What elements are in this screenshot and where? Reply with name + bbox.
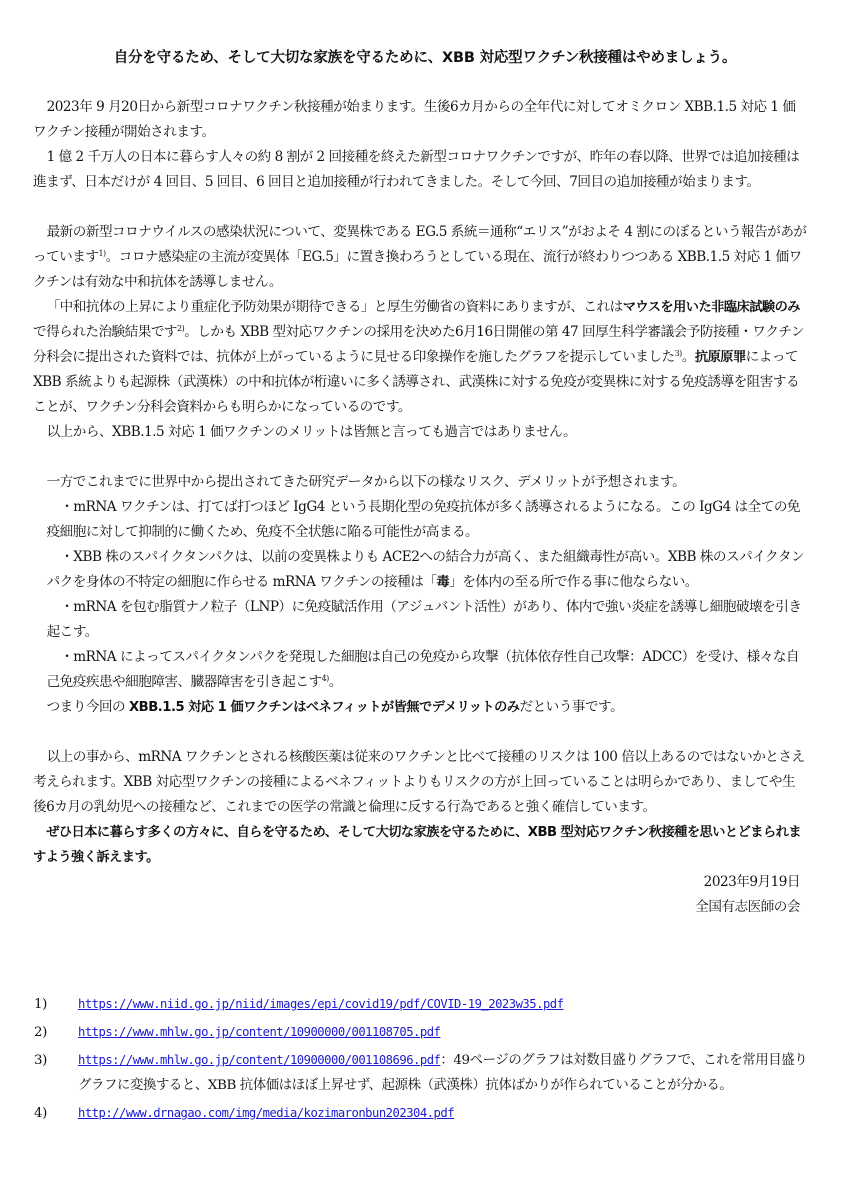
- bold-text: XBB.1.5 対応 1 価ワクチンはベネフィットが皆無でデメリットのみ: [128, 700, 520, 715]
- text-span: で得られた治験結果です: [33, 324, 178, 340]
- text-span: 。: [328, 674, 342, 690]
- bold-text: マウスを用いた非臨床試験のみ: [622, 300, 800, 315]
- reference-body: [78, 992, 814, 1017]
- reference-link[interactable]: https://www.mhlw.go.jp/content/10900000/001108705.pdf: [78, 1025, 441, 1039]
- appeal-paragraph: ぜひ日本に暮らす多くの方々に、自らを守るため、そして大切な家族を守るために、XBB 型対応ワクチン秋接種を思いとどまられますよう強く訴えます。: [33, 825, 802, 865]
- reference-item: [34, 1020, 814, 1045]
- reference-body: [78, 1020, 814, 1045]
- reference-body: [78, 1048, 814, 1098]
- reference-item: [34, 1101, 814, 1126]
- text-span: 最新の新型コロナウイルスの感染状況について、変異株である EG.5 系統＝通称“エリス”がおよそ 4 割にのぼるという報告があがっています: [33, 224, 807, 265]
- text-span: ・mRNA によってスパイクタンパクを発現した細胞は自己の免疫から攻撃（抗体依存性自己攻撃：ADCC）を受け、様々な自己免疫疾患や細胞障害、臓器障害を引き起こす: [46, 649, 800, 690]
- bold-text: 毒: [436, 575, 450, 590]
- reference-number: 4): [34, 1106, 47, 1121]
- references-list: [34, 992, 814, 1129]
- variant-paragraph: [33, 220, 808, 295]
- bold-text: 抗原原罪: [694, 350, 746, 365]
- reference-item: [34, 992, 814, 1017]
- conclusion-paragraph: [33, 695, 808, 720]
- reference-link[interactable]: https://www.niid.go.jp/niid/images/epi/covid19/pdf/COVID-19_2023w35.pdf: [78, 997, 564, 1011]
- reference-note: ：49ページのグラフは対数目盛りグラフで、これを常用目盛りグラフに変換すると、XBB 抗体価はほぼ上昇せず、起源株（武漢株）抗体ばかりが作られていることが分かる。: [78, 1053, 808, 1093]
- text-span: つまり今回の: [46, 699, 129, 715]
- footnote-ref-4: 4): [321, 674, 329, 683]
- text-span: 。しかも XBB 型対応ワクチンの採用を決めた6月16日開催の第 47 回厚生科学審議会予防接種・ワクチン分科会に提出された資料では、抗体が上がっているように見せる印象操作を施したグラフを提示していました: [33, 324, 804, 365]
- text-span: 「中和抗体の上昇により重症化予防効果が期待できる」と厚生労働省の資料にありますが、これは: [46, 299, 623, 315]
- reference-number: 3): [34, 1053, 47, 1068]
- footnote-ref-3: 3): [674, 349, 682, 358]
- reference-item: [34, 1048, 814, 1098]
- text-span: 。コロナ感染症の主流が変異体「EG.5」に置き換わろうとしている現在、流行が終わりつつある XBB.1.5 対応 1 価ワクチンは有効な中和抗体を誘導しません。: [33, 249, 802, 290]
- paragraph-gap: [33, 720, 808, 745]
- risk-bullet-1: ・mRNA ワクチンは、打てば打つほど IgG4 という長期化型の免疫抗体が多く誘導されるようになる。この IgG4 は全ての免疫細胞に対して抑制的に働くため、免疫不全状態に陥る可能性が高まる。: [46, 499, 801, 540]
- text-span: 。: [681, 349, 695, 365]
- risk-lead-paragraph: 一方でこれまでに世界中から提出されてきた研究データから以下の様なリスク、デメリットが予想されます。: [46, 474, 686, 490]
- signature-organization: 全国有志医師の会: [695, 899, 800, 915]
- signature-date: 2023年9月19日: [703, 874, 800, 890]
- text-span: だという事です。: [519, 699, 624, 715]
- risk-bullet-4: [33, 645, 808, 695]
- reference-number: 2): [34, 1025, 47, 1040]
- intro-paragraph-1: 2023年 9 月20日から新型コロナワクチン秋接種が始まります。生後6カ月からの全年代に対してオミクロン XBB.1.5 対応 1 価ワクチン接種が開始されます。: [33, 99, 796, 140]
- paragraph-gap: [33, 445, 808, 470]
- risk-bullet-3: ・mRNA を包む脂質ナノ粒子（LNP）に免疫賦活作用（アジュバント活性）があり、体内で強い炎症を誘導し細胞破壊を引き起こす。: [46, 599, 802, 640]
- text-span: ・XBB 株のスパイクタンパクは、以前の変異株よりも ACE2への結合力が高く、また組織毒性が高い。XBB 株のスパイクタンパクを身体の不特定の細胞に作らせる mRNA ワクチンの接種は「: [46, 549, 805, 590]
- risk-summary-paragraph: 以上の事から、mRNA ワクチンとされる核酸医薬は従来のワクチンと比べて接種のリスクは 100 倍以上あるのではないかとさえ考えられます。XBB 対応型ワクチンの接種によるベネフィットよりもリスクの方が上回っていることは明らかであり、ましてや生後6カ月の乳幼児への接種など、これまでの医学の常識と倫理に反する行為であると強く確信しています。: [33, 749, 805, 815]
- risk-bullet-2: [33, 545, 808, 595]
- document-title: 自分を守るため、そして大切な家族を守るために、XBB 対応型ワクチン秋接種はやめましょう。: [113, 50, 737, 66]
- paragraph-gap: [33, 195, 808, 220]
- text-span: によって XBB 系統よりも起源株（武漢株）の中和抗体が桁違いに多く誘導され、武漢株に対する免疫が変異株に対する免疫誘導を阻害することが、ワクチン分科会資料からも明らかになっているのです。: [33, 349, 800, 415]
- reference-link[interactable]: https://www.mhlw.go.jp/content/10900000/001108696.pdf: [78, 1053, 441, 1067]
- document-body: [33, 95, 808, 920]
- antibody-paragraph: [33, 295, 808, 420]
- footnote-ref-1: 1): [98, 249, 106, 258]
- intro-paragraph-2: 1 億 2 千万人の日本に暮らす人々の約 8 割が 2 回接種を終えた新型コロナワクチンですが、昨年の春以降、世界では追加接種は進まず、日本だけが 4 回目、5 回目、6 回目と追加接種が行われてきました。そして今回、7回目の追加接種が始まります。: [33, 149, 800, 190]
- text-span: 」を体内の至る所で作る事に他ならない。: [449, 574, 698, 590]
- merit-paragraph: 以上から、XBB.1.5 対応 1 価ワクチンのメリットは皆無と言っても過言ではありません。: [46, 424, 577, 440]
- footnote-ref-2: 2): [177, 324, 185, 333]
- reference-body: [78, 1101, 814, 1126]
- reference-link[interactable]: http://www.drnagao.com/img/media/kozimaronbun202304.pdf: [78, 1106, 455, 1120]
- reference-number: 1): [34, 997, 47, 1012]
